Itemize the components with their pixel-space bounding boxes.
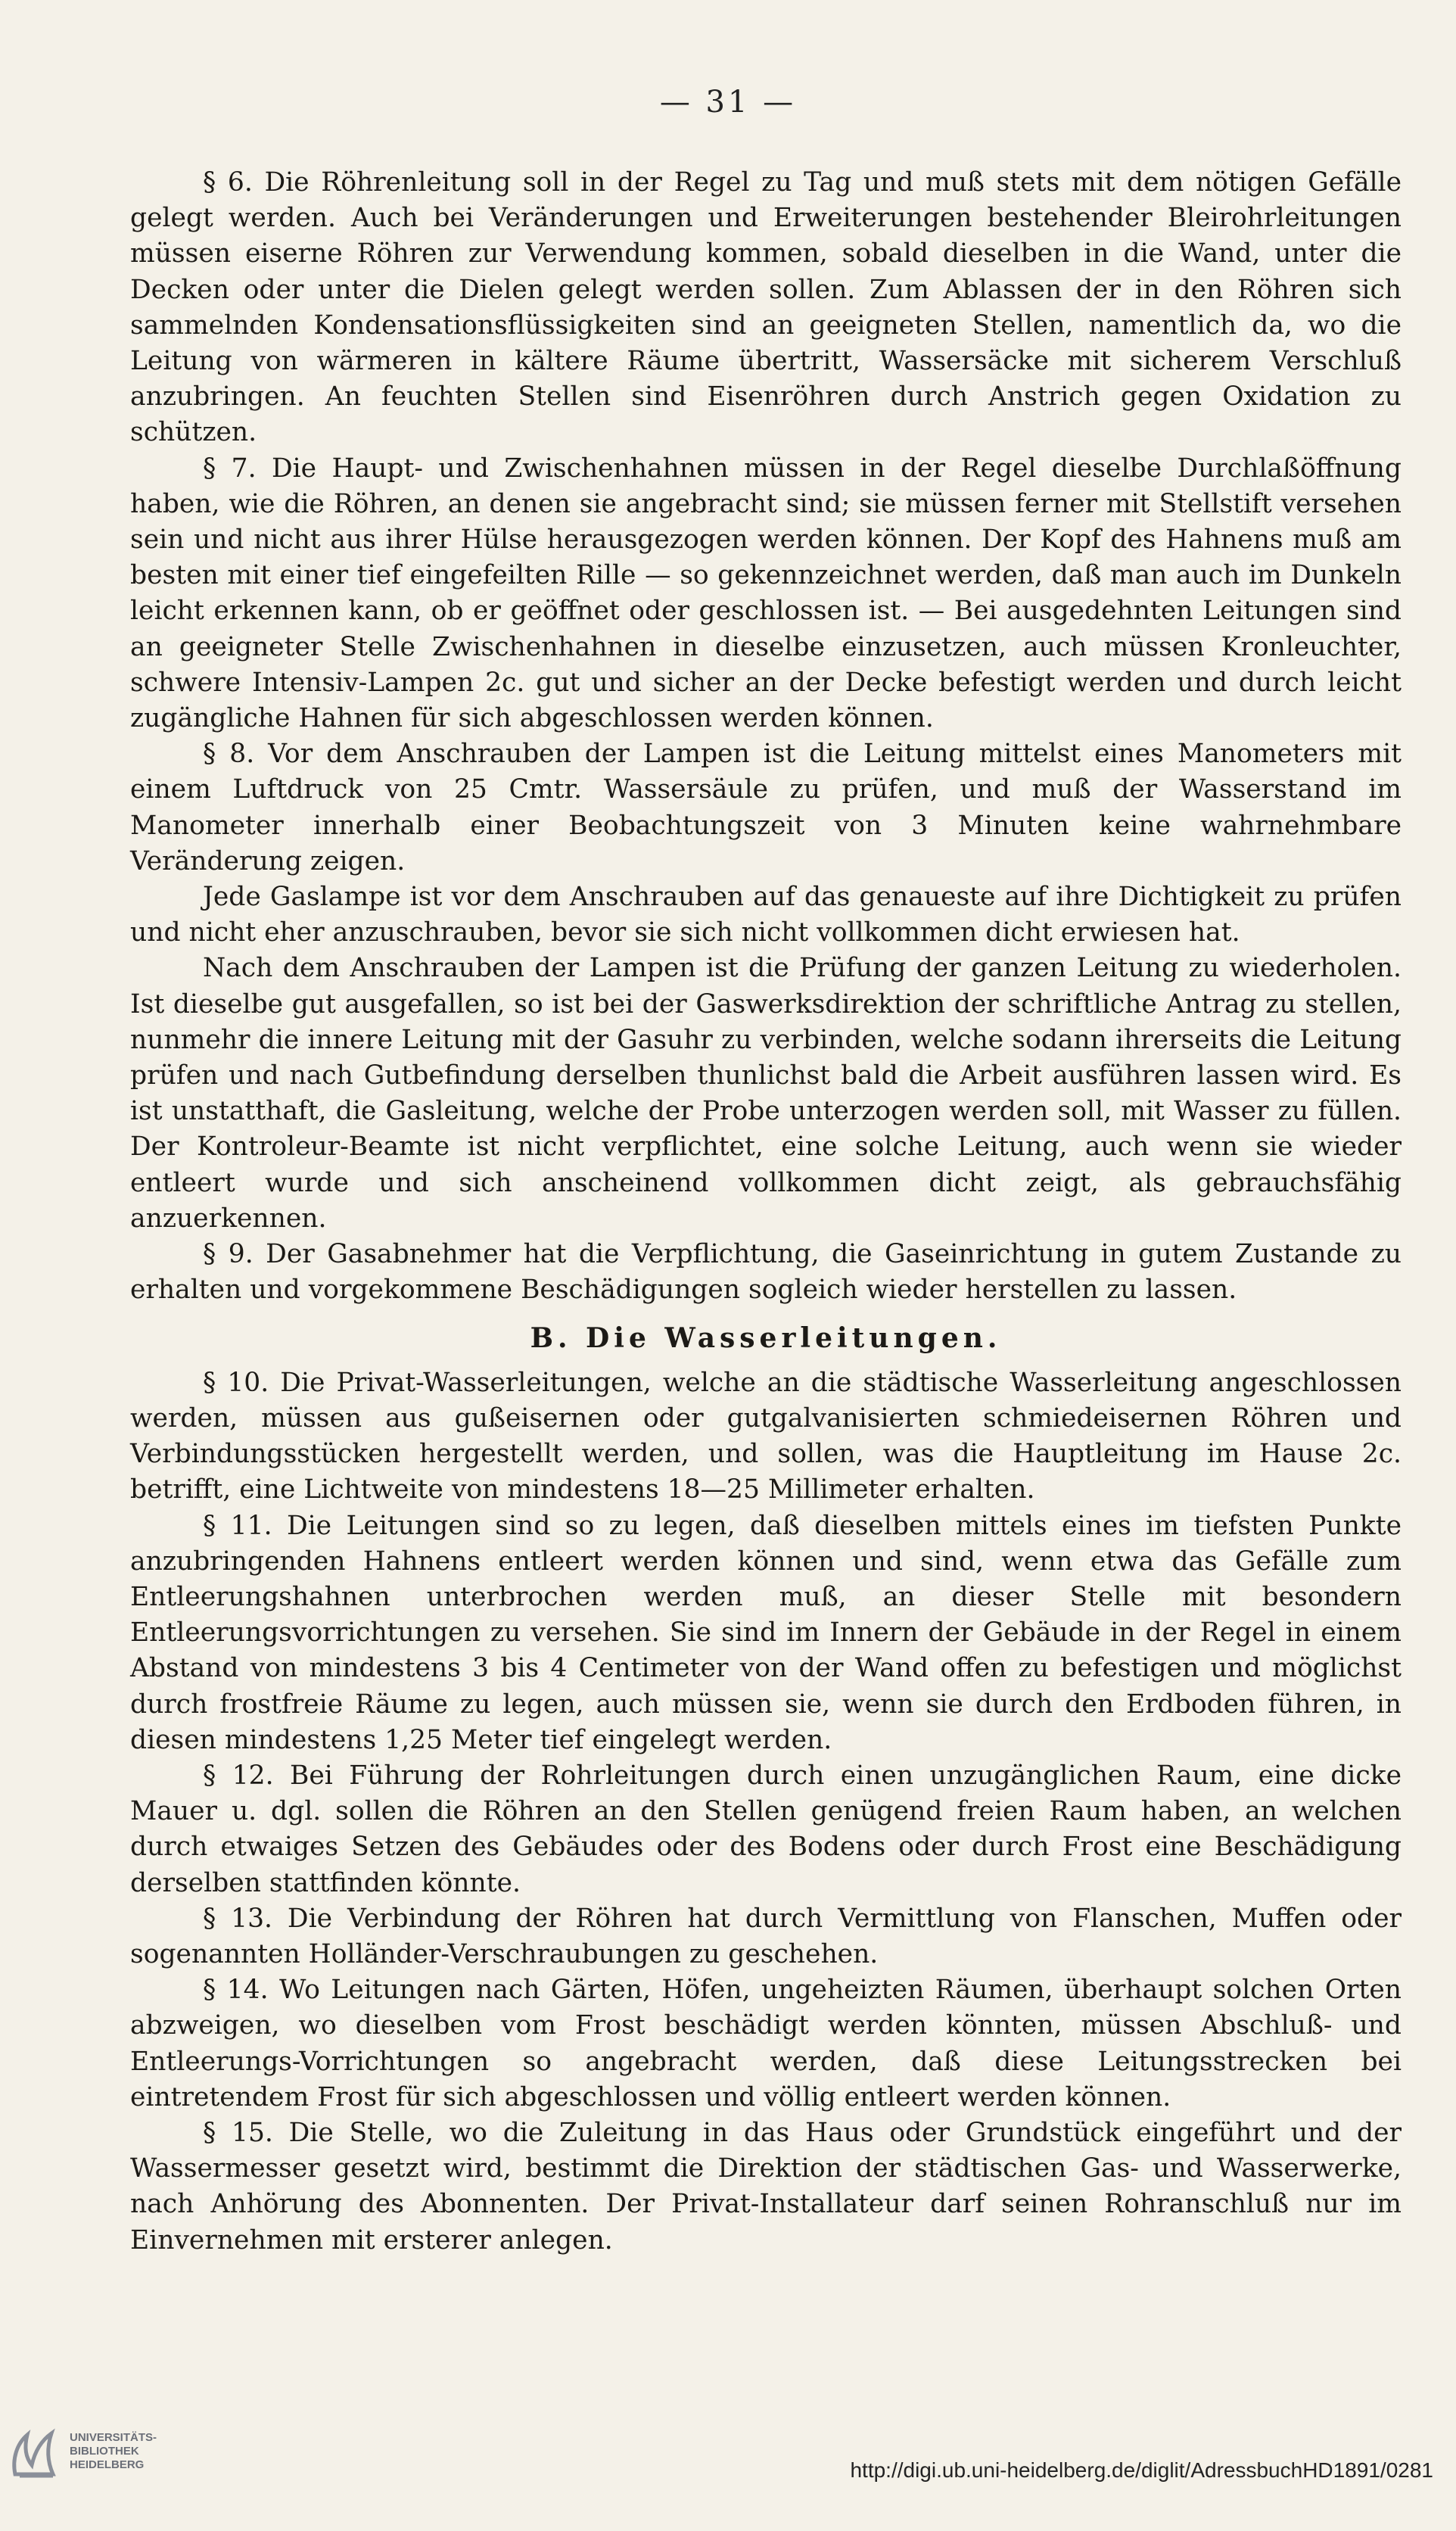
source-url-link[interactable]: http://digi.ub.uni-heidelberg.de/diglit/AdressbuchHD1891/0281 <box>850 2458 1433 2482</box>
library-name-line1: UNIVERSITÄTS- <box>70 2431 157 2444</box>
section-b-heading: B. Die Wasserleitungen. <box>530 1322 1002 1354</box>
paragraph-section-7: § 7. Die Haupt- und Zwischenhahnen müssen in der Regel dieselbe Durchlaßöffnung haben, wie die Röhren, an denen sie angebracht sind; sie müssen ferner mit Stellstift versehen sein und nicht aus ihrer Hülse herausgezogen werden können. Der Kopf des Hahnens muß am besten mit einer tief eingefeilten Rille — so gekennzeichnet werden, daß man auch im Dunkeln leicht erkennen kann, ob er geöffnet oder geschlossen ist. — Bei ausgedehnten Leitungen sind an geeigneter Stelle Zwischenhahnen in dieselbe einzusetzen, auch müssen Kronleuchter, schwere Intensiv-Lampen 2c. gut und sicher an der Decke befestigt werden und durch leicht zugängliche Hahnen für sich abgeschlossen werden können. <box>130 453 1402 734</box>
paragraph-section-9: § 9. Der Gasabnehmer hat die Verpflichtung, die Gaseinrichtung in gutem Zustande zu erhalten und vorgekommene Beschädigungen sogleich wieder herstellen zu lassen. <box>130 1239 1402 1306</box>
library-name-line3: HEIDELBERG <box>70 2458 145 2471</box>
paragraph-section-11: § 11. Die Leitungen sind so zu legen, daß dieselben mittels eines im tiefsten Punkte anzubringenden Hahnens entleert werden können und sind, wenn etwa das Gefälle zum Entleerungshahnen unterbrochen werden muß, an dieser Stelle mit besondern Entleerungsvorrichtungen zu versehen. Sie sind im Innern der Gebäude in der Regel in einem Abstand von mindestens 3 bis 4 Centimeter von der Wand offen zu befestigen und möglichst durch frostfreie Räume zu legen, auch müssen sie, wenn sie durch den Erdboden führen, in diesen mindestens 1,25 Meter tief eingelegt werden. <box>130 1510 1402 1755</box>
library-name-line2: BIBLIOTHEK <box>70 2445 139 2458</box>
page-number: — 31 — <box>659 85 797 120</box>
paragraph-section-10: § 10. Die Privat-Wasserleitungen, welche an die städtische Wasserleitung angeschlossen werden, müssen aus gußeisernen oder gutgalvanisierten schmiedeisernen Röhren und Verbindungsstücken hergestellt werden, und sollen, was die Hauptleitung im Hause 2c. betrifft, eine Lichtweite von mindestens 18—25 Millimeter erhalten. <box>130 1367 1402 1505</box>
library-seal-icon <box>9 2421 62 2482</box>
paragraph-section-12: § 12. Bei Führung der Rohrleitungen durch einen unzugänglichen Raum, eine dicke Mauer u. dgl. sollen die Röhren an den Stellen genügend freien Raum haben, an welchen durch etwaiges Setzen des Gebäudes oder des Bodens oder durch Frost eine Beschädigung derselben stattfinden könnte. <box>130 1760 1402 1898</box>
paragraph-pruefung: Nach dem Anschrauben der Lampen ist die Prüfung der ganzen Leitung zu wiederholen. Ist dieselbe gut ausgefallen, so ist bei der Gaswerksdirektion der schriftliche Antrag zu stellen, nunmehr die innere Leitung mit der Gasuhr zu verbinden, welche sodann ihrerseits die Leitung prüfen und nach Gutbefindung derselben thunlichst bald die Arbeit ausführen lassen wird. Es ist unstatthaft, die Gasleitung, welche der Probe unterzogen werden soll, mit Wasser zu füllen. Der Kontroleur-Beamte ist nicht verpflichtet, eine solche Leitung, auch wenn sie wieder entleert wurde und sich anscheinend vollkommen dicht zeigt, als gebrauchsfähig anzuerkennen. <box>130 953 1402 1234</box>
paragraph-section-14: § 14. Wo Leitungen nach Gärten, Höfen, ungeheizten Räumen, überhaupt solchen Orten abzweigen, wo dieselben vom Frost beschädigt werden könnten, müssen Abschluß- und Entleerungs-Vorrichtungen so angebracht werden, daß diese Leitungsstrecken bei eintretendem Frost für sich abgeschlossen und völlig entleert werden können. <box>130 1975 1402 2112</box>
paragraph-gaslampe: Jede Gaslampe ist vor dem Anschrauben auf das genaueste auf ihre Dichtigkeit zu prüfen und nicht eher anzuschrauben, bevor sie sich nicht vollkommen dicht erwiesen hat. <box>130 882 1402 948</box>
paragraph-section-15: § 15. Die Stelle, wo die Zuleitung in das Haus oder Grundstück eingeführt und der Wassermesser gesetzt wird, bestimmt die Direktion der städtischen Gas- und Wasserwerke, nach Anhörung des Abonnenten. Der Privat-Installateur darf seinen Rohranschluß nur im Einvernehmen mit ersterer anlegen. <box>130 2117 1402 2255</box>
document-body <box>130 165 1402 2259</box>
paragraph-section-8: § 8. Vor dem Anschrauben der Lampen ist die Leitung mittelst eines Manometers mit einem Luftdruck von 25 Cmtr. Wassersäule zu prüfen, und muß der Wasserstand im Manometer innerhalb einer Beobachtungszeit von 3 Minuten keine wahrnehmbare Veränderung zeigen. <box>130 739 1402 876</box>
library-logo <box>9 2410 198 2493</box>
paragraph-section-13: § 13. Die Verbindung der Röhren hat durch Vermittlung von Flanschen, Muffen oder sogenannten Holländer-Verschraubungen zu geschehen. <box>130 1903 1402 1969</box>
paragraph-section-6: § 6. Die Röhrenleitung soll in der Regel zu Tag und muß stets mit dem nötigen Gefälle gelegt werden. Auch bei Veränderungen und Erweiterungen bestehender Bleirohrleitungen müssen eiserne Röhren zur Verwendung kommen, sobald dieselben in die Wand, unter die Decken oder unter die Dielen gelegt werden sollen. Zum Ablassen der in den Röhren sich sammelnden Kondensationsflüssigkeiten sind an geeigneten Stellen, namentlich da, wo die Leitung von wärmeren in kältere Räume übertritt, Wassersäcke mit sicherem Verschluß anzubringen. An feuchten Stellen sind Eisenröhren durch Anstrich gegen Oxidation zu schützen. <box>130 167 1402 448</box>
